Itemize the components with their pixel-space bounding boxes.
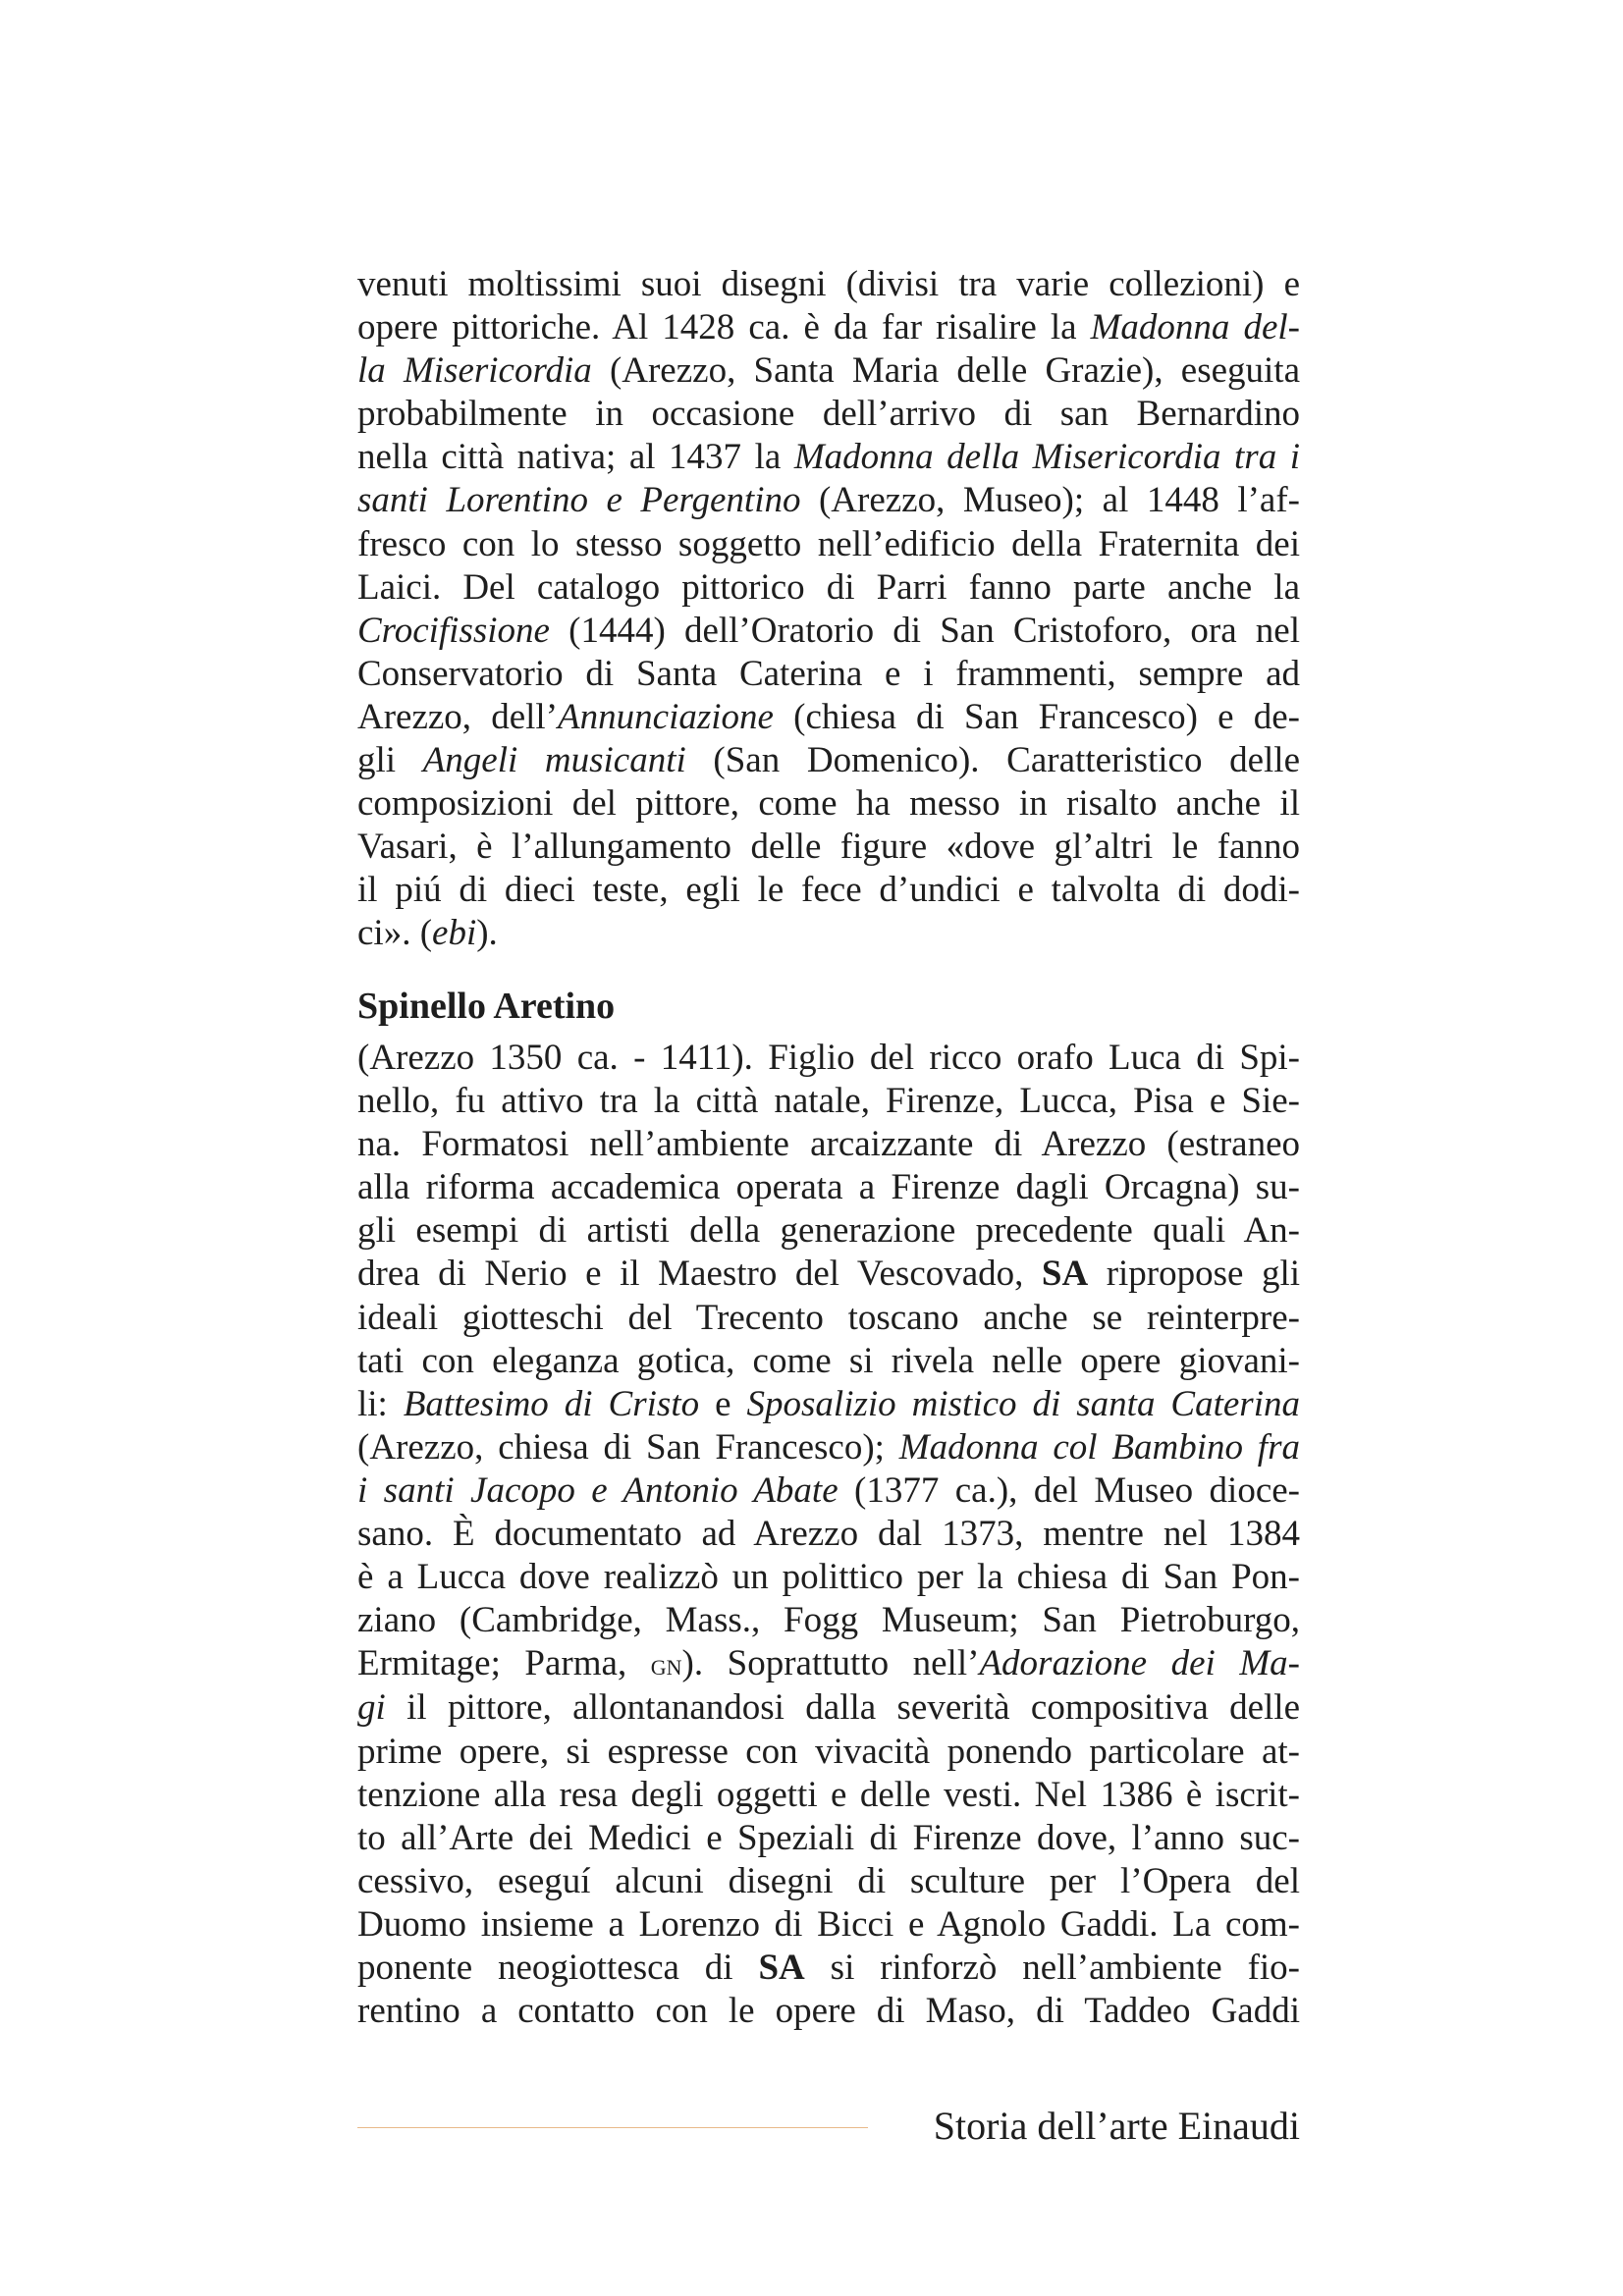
text-line: tati con eleganza gotica, come si rivela nelle opere giovani- [357,1340,1300,1381]
text-line: Laici. Del catalogo pittorico di Parri fanno parte anche la [357,566,1300,608]
text-line: alla riforma accademica operata a Firenze dagli Orcagna) su- [357,1167,1300,1208]
text-line: ziano (Cambridge, Mass., Fogg Museum; San Pietroburgo, [357,1600,1300,1641]
text-line: gli Angeli musicanti (San Domenico). Caratteristico delle [357,740,1301,781]
text-line: composizioni del pittore, come ha messo in risalto anche il [357,783,1300,825]
text-line: (Arezzo 1350 ca. - 1411). Figlio del ricco orafo Luca di Spi- [357,1038,1300,1078]
text-line: sano. È documentato ad Arezzo dal 1373, mentre nel 1384 [357,1514,1300,1555]
text-line: gi il pittore, allontanandosi dalla severità compositiva delle [357,1687,1300,1729]
text-line: li: Battesimo di Cristo e Sposalizio mistico di santa Caterina [357,1383,1300,1424]
paragraph-text [357,1037,1300,2033]
text-line: ideali giotteschi del Trecento toscano anche se reinterpre- [357,1297,1300,1338]
text-line: drea di Nerio e il Maestro del Vescovado, SA ripropose gli [357,1254,1301,1295]
text-line: rentino a contatto con le opere di Maso, di Taddeo Gaddi [357,1991,1300,2032]
text-line: Crocifissione (1444) dell’Oratorio di San Cristoforo, ora nel [357,610,1300,651]
text-line: nello, fu attivo tra la città natale, Firenze, Lucca, Pisa e Sie- [357,1081,1300,1122]
text-line: probabilmente in occasione dell’arrivo di san Bernardino [357,394,1300,435]
entry-heading: Spinello Aretino [357,986,616,1027]
text-line: prime opere, si espresse con vivacità ponendo particolare at- [357,1731,1300,1772]
text-line: opere pittoriche. Al 1428 ca. è da far risalire la Madonna del- [357,307,1300,348]
text-line: tenzione alla resa degli oggetti e delle vesti. Nel 1386 è iscrit- [357,1774,1300,1815]
text-line: la Misericordia (Arezzo, Santa Maria delle Grazie), eseguita [357,350,1301,392]
text-line: ponente neogiottesca di SA si rinforzò nell’ambiente fio- [357,1947,1300,1988]
text-line: cessivo, eseguí alcuni disegni di sculture per l’Opera del [357,1860,1300,1901]
text-line: Duomo insieme a Lorenzo di Bicci e Agnolo Gaddi. La com- [357,1903,1300,1945]
text-line: Ermitage; Parma, gn). Soprattutto nell’Adorazione dei Ma- [357,1643,1300,1684]
text-line: Vasari, è l’allungamento delle figure «dove gl’altri le fanno [357,827,1300,868]
footer-rule [357,2127,868,2128]
text-line: fresco con lo stesso soggetto nell’edificio della Fraternita dei [357,523,1300,564]
text-line: venuti moltissimi suoi disegni (divisi tra varie collezioni) e [357,264,1300,304]
text-line: santi Lorentino e Pergentino (Arezzo, Museo); al 1448 l’af- [357,480,1300,521]
text-line: na. Formatosi nell’ambiente arcaizzante di Arezzo (estraneo [357,1124,1300,1165]
entry-body [357,1037,1300,2033]
text-line: to all’Arte dei Medici e Speziali di Firenze dove, l’anno suc- [357,1817,1300,1858]
text-line: gli esempi di artisti della generazione precedente quali An- [357,1210,1300,1252]
text-line: (Arezzo, chiesa di San Francesco); Madonna col Bambino fra [357,1426,1300,1468]
text-line: il piú di dieci teste, egli le fece d’undici e talvolta di dodi- [357,870,1300,911]
text-line: Conservatorio di Santa Caterina e i frammenti, sempre ad [357,653,1300,694]
footer-title: Storia dell’arte Einaudi [933,2104,1300,2148]
text-line: Arezzo, dell’Annunciazione (chiesa di San Francesco) e de- [357,696,1300,737]
paragraph-text [357,263,1300,956]
text-line: è a Lucca dove realizzò un polittico per la chiesa di San Pon- [357,1557,1300,1598]
text-line: i santi Jacopo e Antonio Abate (1377 ca.), del Museo dioce- [357,1469,1300,1511]
text-line: ci». (ebi). [357,913,498,954]
text-line: nella città nativa; al 1437 la Madonna della Misericordia tra i [357,437,1300,478]
paragraph-continued [357,263,1300,956]
